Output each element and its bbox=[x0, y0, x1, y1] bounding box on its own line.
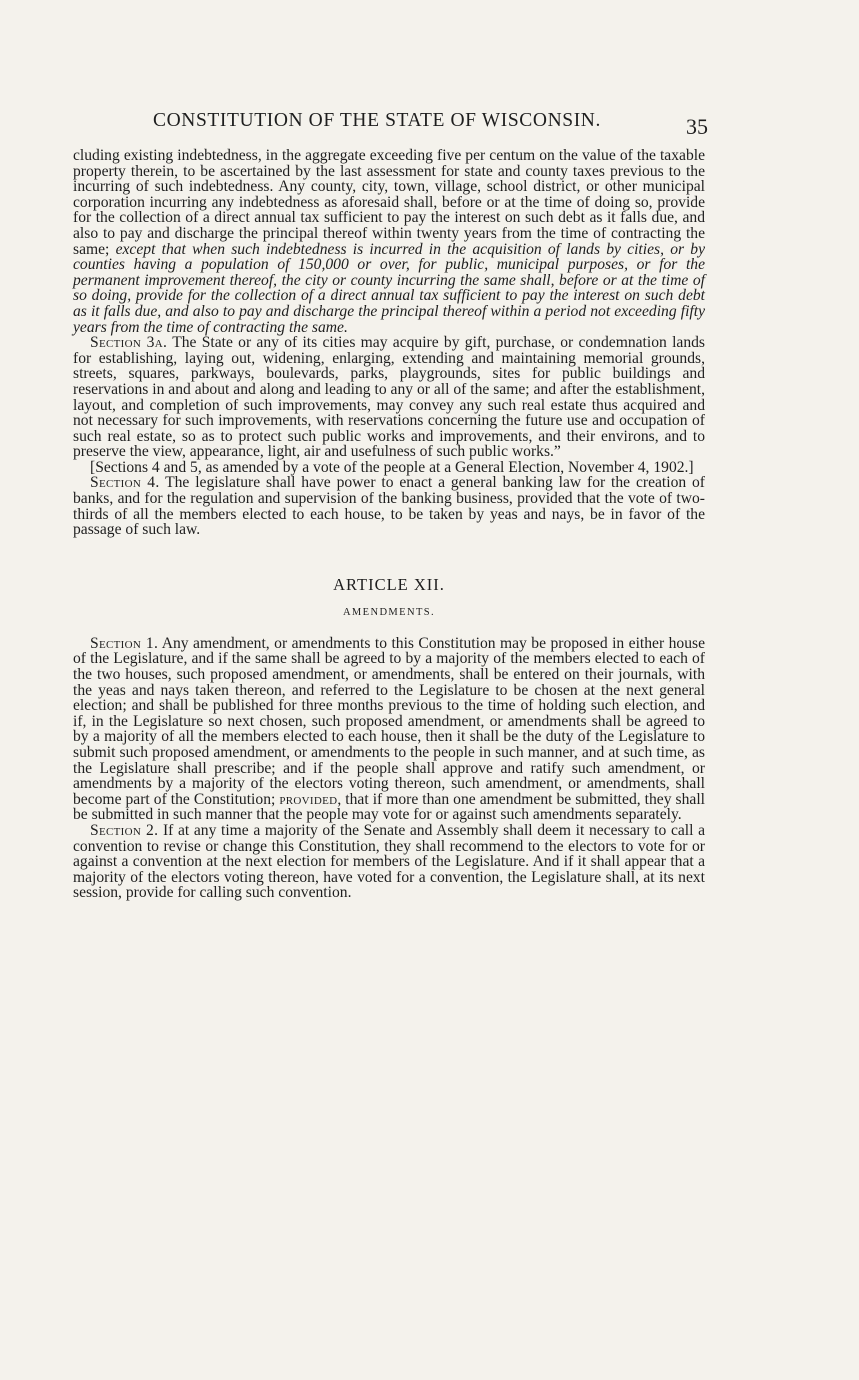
running-title: CONSTITUTION OF THE STATE OF WISCONSIN. bbox=[153, 110, 601, 131]
article-xii-section-1-paragraph bbox=[73, 636, 705, 823]
article-xii-section-2-paragraph bbox=[73, 823, 705, 901]
section-4-text: The legislature shall have power to enact a general banking law for the creation of banks, and for the regulation and supervision of the banking business, provided that the vote of two-thirds of all the members elected to each house, to be taken by yeas and nays, be in favor of the passage of such law. bbox=[73, 474, 706, 539]
provided-keyword: provided bbox=[279, 790, 338, 808]
document-page bbox=[73, 108, 708, 1348]
section-3a-label: Section 3a. bbox=[90, 334, 168, 352]
article-xii-section-2-label: Section 2. bbox=[90, 821, 159, 839]
article-xii-heading: ARTICLE XII. bbox=[333, 574, 445, 594]
page-number: 35 bbox=[686, 114, 708, 139]
section-3a-text: The State or any of its cities may acquire by gift, purchase, or condemnation lands for establishing, laying out, widening, enlarging, extending and maintaining memorial grounds, streets, squares, parkways, boulevards, parks, playgrounds, sites for public buildings and reservations in and about and along and leading to any or all of the same; and after the establishment, layout, and completion of such improvements, may convey any such real estate thus acquired and not necessary for such improvements, with reservations concerning the future use and occupation of such real estate, so as to protect such public works and improvements, and their environs, and to preserve the view, appearance, light, air and usefulness of such public works.” bbox=[73, 334, 705, 461]
section-3-plain-text: cluding existing indebtedness, in the aggregate exceeding five per centum on the value of the taxable property therein, to be ascertained by the last assessment for state and county taxes previous to the incurring of such indebtedness. Any county, city, town, village, school district, or other municipal corporation incurring any indebtedness as aforesaid shall, before or at the time of doing so, provide for the collection of a direct annual tax sufficient to pay the interest on such debt as it falls due, and also to pay and discharge the principal thereof within twenty years from the time of contracting the same; bbox=[73, 147, 705, 258]
article-xii-section-1-label: Section 1. bbox=[90, 634, 159, 652]
article-xii-section-1-text-b: , that if more than one amendment be submitted, they shall be submitted in such manner that the people may vote for or against such amendments separately. bbox=[73, 790, 705, 824]
article-xi-continuation bbox=[73, 148, 705, 538]
section-4-label: Section 4. bbox=[90, 474, 160, 492]
article-xii-subheading: AMENDMENTS. bbox=[342, 606, 436, 618]
section-3-amendment-italic-text: except that when such indebtedness is incurred in the acquisition of lands by cities, or by counties having a population of 150,000 or over, for public, municipal purposes, or for the permanent improvement thereof, the city or county incurring the same shall, before or at the time of so doing, provide for the collection of a direct annual tax sufficient to pay the interest on such debt as it falls due, and also to pay and discharge the principal thereof within a period not exceeding fifty years from the time of contracting the same. bbox=[73, 240, 705, 336]
running-header bbox=[73, 108, 708, 148]
amendment-note: [Sections 4 and 5, as amended by a vote of the people at a General Election, November 4, 1902.] bbox=[90, 458, 694, 476]
article-xii-section-2-text: If at any time a majority of the Senate and Assembly shall deem it necessary to call a convention to revise or change this Constitution, they shall recommend to the electors to vote for or against a convention at the next election for members of the Legislature. And if it shall appear that a majority of the electors voting thereon, have voted for a convention, the Legislature shall, at its next session, provide for calling such convention. bbox=[73, 821, 706, 902]
article-xii-section-1-text-a: Any amendment, or amendments to this Constitution may be proposed in either house of the Legislature, and if the same shall be agreed to by a majority of the members elected to each of the two houses, such proposed amendment, or amendments, shall be entered on their journals, with the yeas and nays taken thereon, and referred to the Legislature to be chosen at the next general election; and shall be published for three months previous to the time of holding such election, and if, in the Legislature so next chosen, such proposed amendment, or amendments shall be agreed to by a majority of all the members elected to each house, then it shall be the duty of the Legislature to submit such proposed amendment, or amendments to the people in such manner, and at such time, as the Legislature shall prescribe; and if the people shall approve and ratify such amendment, or amendments by a majority of the electors voting thereon, such amendment, or amendments, shall become part of the Constitution; bbox=[73, 634, 706, 808]
article-xii-body bbox=[73, 636, 705, 901]
section-4-paragraph bbox=[73, 475, 705, 537]
section-3-continued-paragraph bbox=[73, 148, 705, 335]
section-3a-paragraph bbox=[73, 335, 705, 460]
